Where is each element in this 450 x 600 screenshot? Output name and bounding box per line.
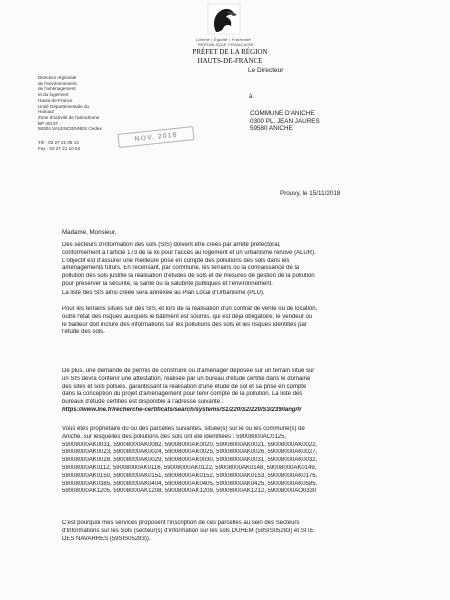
paragraph-registration bbox=[62, 520, 420, 543]
marianne-logo-graphic bbox=[182, 2, 266, 38]
paragraph-parcels bbox=[62, 426, 420, 496]
sender-line: BP 40137 bbox=[38, 120, 59, 126]
text-line: outre l'état des risques auxquels le bâtiment est soumis, qui est déjà obligatoire, le vendeur ou bbox=[62, 313, 313, 320]
republic-motto: Liberté • Égalité • Fraternité bbox=[196, 37, 251, 42]
sender-fax: Fax : 03 27 21 10 54 bbox=[38, 145, 81, 151]
text-line: aménagements futurs. En recensant, par commune, les terrains où la connaissance de la bbox=[62, 265, 300, 272]
sender-phone: Tél : 03 27 21 05 13 bbox=[38, 140, 79, 146]
paragraph-plu bbox=[62, 290, 420, 298]
directeur-label: Le Directeur bbox=[248, 67, 284, 74]
sender-line: de l'aménagement bbox=[38, 86, 76, 92]
republic-name: RÉPUBLIQUE FRANÇAISE bbox=[198, 42, 254, 47]
text-line: un SIS devra contenir une attestation, réalisée par un bureau d'étude certifié dans le domaine bbox=[62, 375, 311, 382]
text-line: La liste des SIS ainsi créée sera annexée au Plan Local d'Urbanisme (PLU). bbox=[62, 290, 265, 296]
recipient-line: 59580 ANICHE bbox=[250, 125, 293, 132]
sender-line: Zone d'activité de l'aérodrome bbox=[38, 114, 100, 120]
text-line: Vous êtes propriétaire du ou des parcelles suivantes, située(s) sur le ou les commune(s) de bbox=[62, 426, 305, 432]
text-line: pollution des sols justifie la réalisation d'études de sols et de mesures de gestion de la pollution bbox=[62, 273, 315, 280]
text-line: 59008000AK0023, 59008000AK0024, 59008000AK0025, 59008000AK0026, 59008000AK0027, bbox=[62, 449, 318, 456]
text-line: des sites et sols pollués, garantissant la réalisation d'une étude de sol et sa prise en compte bbox=[62, 383, 307, 390]
sender-line: de l'environnement, bbox=[38, 80, 78, 86]
sender-line: Direction régionale bbox=[38, 75, 77, 80]
marianne-logo bbox=[182, 2, 266, 38]
prefet-line-1: PRÉFET DE LA RÉGION bbox=[192, 48, 268, 56]
text-line: dans la conception du projet d'aménagement pour tenir compte de la pollution. La liste des bbox=[62, 391, 303, 398]
text-line: 59008000AK0031, 59008000AK0082, 59008000AK0020, 59008000AK0021, 59008000AK0022, bbox=[62, 441, 318, 448]
prefet-heading bbox=[170, 48, 290, 66]
text-line: d'Informations sur les Sols (secteur(s) d'information sur les sols DUHEM (59SIS05283) et SITE bbox=[62, 527, 315, 534]
text-line: Pour les terrains situés sur des SIS, et lors de la réalisation d'un contrat de vente ou de location, bbox=[62, 306, 318, 312]
letter-date: Prouvy, le 15/11/2018 bbox=[280, 190, 341, 197]
text-line: C'est pourquoi mes services proposent l'inscription de ces parcelles au sein des Secteurs bbox=[62, 520, 300, 526]
paragraph-sale-rental bbox=[62, 306, 420, 337]
sender-line: Hauts-de-France bbox=[38, 97, 73, 103]
sender-line: Unité Départementale du bbox=[38, 103, 90, 109]
sender-line: et du logement bbox=[38, 92, 69, 98]
recipient-line: COMMUNE D'ANICHE bbox=[250, 110, 315, 117]
text-line: le bailleur doit inclure des informations sur les pollutions des sols et les risques identifiés par bbox=[62, 321, 307, 328]
received-stamp: NOV. 2018 bbox=[117, 126, 194, 148]
text-line: 59008000AK0028, 59008000AK0029, 59008000AK0030, 59008000AK0031, 59008000AK0032, bbox=[62, 457, 318, 464]
text-line: l'étude des sols. bbox=[62, 329, 105, 336]
recipient-prefix: à bbox=[249, 94, 253, 100]
text-line: 59008000AK0112, 59008000AK0116, 59008000AK0122, 59008000AK0148, 59008000AK0149, bbox=[62, 464, 317, 471]
text-line: pour préserver la sécurité, la santé ou la salubrité publiques et l'environnement. bbox=[62, 280, 273, 287]
prefet-line-2: HAUTS-DE-FRANCE bbox=[197, 57, 263, 65]
salutation: Madame, Monsieur, bbox=[62, 229, 117, 236]
paragraph-sis-intro bbox=[62, 242, 420, 289]
recipient-line: 0300 PL. JEAN JAURES bbox=[250, 117, 320, 125]
text-line: Aniche, sur lesquelles des pollutions des sols ont été identifiées : 59008000AC0125, bbox=[62, 433, 287, 440]
text-line: conformément à l'article 173 de la loi pour l'accès au logement et un urbanisme rénové (ALUR). bbox=[62, 249, 316, 256]
text-line: Des secteurs d'information des sols (SIS) doivent être créés par arrêté préfectoral, bbox=[62, 242, 281, 248]
sender-line: 59304 VALENCIENNES Cedex bbox=[38, 126, 102, 132]
certificates-link[interactable]: https://www.lne.fr/recherche-certificats/search/systems/S1/220/S2/220/S3/239/lang/fr bbox=[62, 406, 302, 413]
recipient-address bbox=[250, 110, 320, 133]
paragraph-building-permit bbox=[62, 368, 420, 415]
text-line: 59008000AK0150, 59008000AK0151, 59008000AK0152, 59008000AK0153, 59008000AK0176, bbox=[62, 472, 318, 479]
text-line: L'objectif est d'assurer une meilleure prise en compte des pollutions des sols dans les bbox=[62, 257, 290, 264]
text-line: 59008000AK0385, 59008000AK0404, 59008000AK0405, 59008000AK0425, 59008000AK0585, bbox=[62, 480, 318, 487]
text-line: DES NAVARRES (59SIS05283)). bbox=[62, 535, 151, 542]
text-line: De plus, une demande de permis de construire ou d'aménager déposée sur un terrain situé sur bbox=[62, 368, 315, 374]
text-line: bureaux d'étude certifiés est disponible à l'adresse suivante : bbox=[62, 399, 224, 406]
sender-line: Hainaut bbox=[38, 109, 54, 115]
text-line: 59008000AK1205, 59008000AK1208, 59008000AK1209, 59008000AK1212, 59008000AO0330 bbox=[62, 488, 317, 495]
